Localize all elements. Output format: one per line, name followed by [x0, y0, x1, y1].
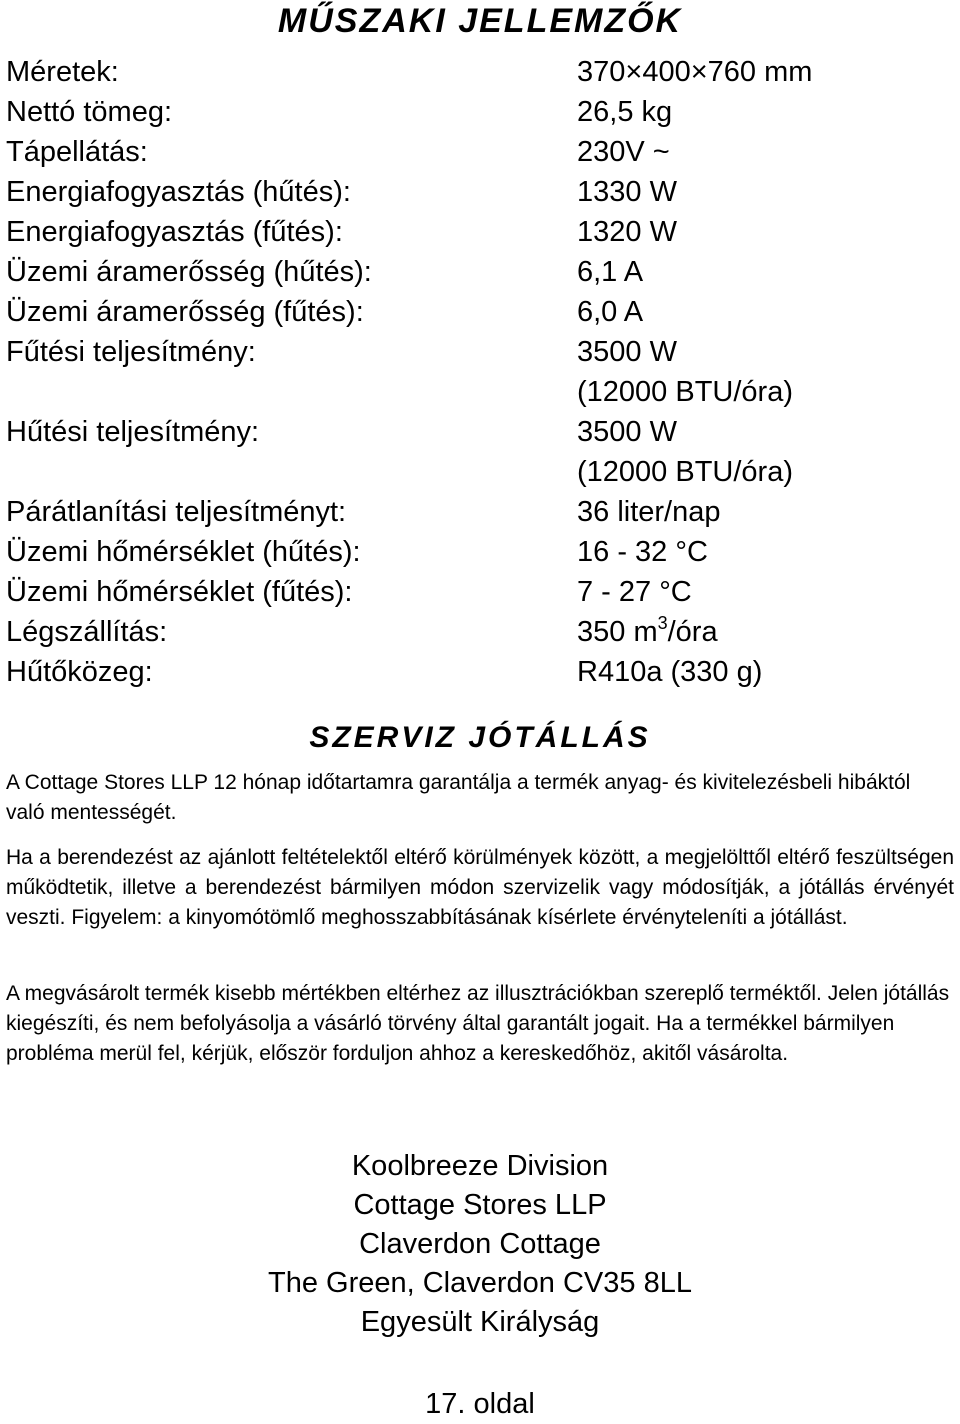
spec-value-suffix: /óra	[667, 616, 718, 648]
spec-row-current-heating	[6, 292, 946, 332]
spec-label: Üzemi hőmérséklet (hűtés):	[6, 536, 361, 568]
spec-value: 1320 W	[577, 216, 677, 248]
spec-value-prefix: 350 m	[577, 616, 658, 648]
address-line: Egyesült Királyság	[360, 1306, 600, 1338]
address-line: Koolbreeze Division	[351, 1150, 609, 1182]
warranty-paragraph: A Cottage Stores LLP 12 hónap időtartamra garantálja a termék anyag- és kivitelezésbeli hibáktól való mentességét.	[6, 771, 911, 824]
spec-label: Hűtőközeg:	[6, 656, 153, 688]
spec-value: 6,1 A	[577, 256, 644, 288]
spec-value: 3500 W	[577, 416, 677, 448]
warranty-paragraph: A megvásárolt termék kisebb mértékben eltérhez az illusztrációkban szereplő terméktől. Jelen jótállás kiegészíti, és nem befolyásolja a vásárló törvény által garantált jogait. Ha a termékkel bármilyen probléma merül fel, kérjük, először forduljon ahhoz a kereskedőhöz, akitől vásárolta.	[6, 982, 950, 1065]
spec-label: Tápellátás:	[6, 136, 148, 168]
spec-label: Nettó tömeg:	[6, 96, 173, 128]
spec-value: 6,0 A	[577, 296, 644, 328]
spec-row-net-weight	[6, 92, 946, 132]
spec-label: Fűtési teljesítmény:	[6, 336, 256, 368]
spec-value: 7 - 27 °C	[577, 576, 692, 608]
spec-row-dehumidification	[6, 492, 946, 532]
spec-value: 36 liter/nap	[577, 496, 721, 528]
spec-value: 16 - 32 °C	[577, 536, 708, 568]
spec-row-airflow	[6, 612, 946, 652]
spec-row-consumption-heating	[6, 212, 946, 252]
spec-value-superscript: 3	[657, 613, 668, 633]
spec-value-secondary: (12000 BTU/óra)	[577, 456, 793, 488]
spec-label: Energiafogyasztás (fűtés):	[6, 216, 343, 248]
address-line: Cottage Stores LLP	[353, 1189, 607, 1221]
spec-label: Méretek:	[6, 56, 119, 88]
spec-value: 3500 W	[577, 336, 677, 368]
address-block	[0, 1147, 960, 1342]
spec-value: 26,5 kg	[577, 96, 673, 128]
spec-row-temp-heating	[6, 572, 946, 612]
spec-row-cooling-capacity-btu	[6, 452, 946, 492]
warranty-paragraph: Ha a berendezést az ajánlott feltételektől eltérő körülmények között, a megjelölttől eltérő feszültségen működtetik, illetve a berendezést bármilyen módon szervizelik vagy módosítják, a jótállás érvényét veszti. Figyelem: a kinyomótömlő meghosszabbításának kísérlete érvényteleníti a jótállást.	[6, 846, 954, 929]
spec-row-temp-cooling	[6, 532, 946, 572]
spec-row-heating-capacity-btu	[6, 372, 946, 412]
spec-label: Légszállítás:	[6, 616, 168, 648]
spec-label: Párátlanítási teljesítményt:	[6, 496, 347, 528]
spec-value	[577, 612, 718, 652]
spec-label: Üzemi áramerősség (fűtés):	[6, 296, 364, 328]
spec-value-secondary: (12000 BTU/óra)	[577, 376, 793, 408]
spec-value: 1330 W	[577, 176, 677, 208]
spec-row-cooling-capacity	[6, 412, 946, 452]
spec-value: 230V ~	[577, 136, 670, 168]
spec-label: Üzemi áramerősség (hűtés):	[6, 256, 372, 288]
spec-row-consumption-cooling	[6, 172, 946, 212]
spec-row-heating-capacity	[6, 332, 946, 372]
page-title: MŰSZAKI JELLEMZŐK	[277, 2, 683, 40]
spec-label: Energiafogyasztás (hűtés):	[6, 176, 351, 208]
spec-row-power-supply	[6, 132, 946, 172]
page-number: 17. oldal	[425, 1388, 535, 1420]
spec-value: R410a (330 g)	[577, 656, 763, 688]
address-line: Claverdon Cottage	[359, 1228, 601, 1260]
spec-list	[6, 52, 946, 692]
spec-label: Üzemi hőmérséklet (fűtés):	[6, 576, 353, 608]
spec-row-dimensions	[6, 52, 946, 92]
spec-row-refrigerant	[6, 652, 946, 692]
spec-value: 370×400×760 mm	[577, 56, 813, 88]
address-line: The Green, Claverdon CV35 8LL	[268, 1267, 692, 1299]
spec-label: Hűtési teljesítmény:	[6, 416, 260, 448]
spec-row-current-cooling	[6, 252, 946, 292]
section-title: SZERVIZ JÓTÁLLÁS	[309, 721, 651, 754]
